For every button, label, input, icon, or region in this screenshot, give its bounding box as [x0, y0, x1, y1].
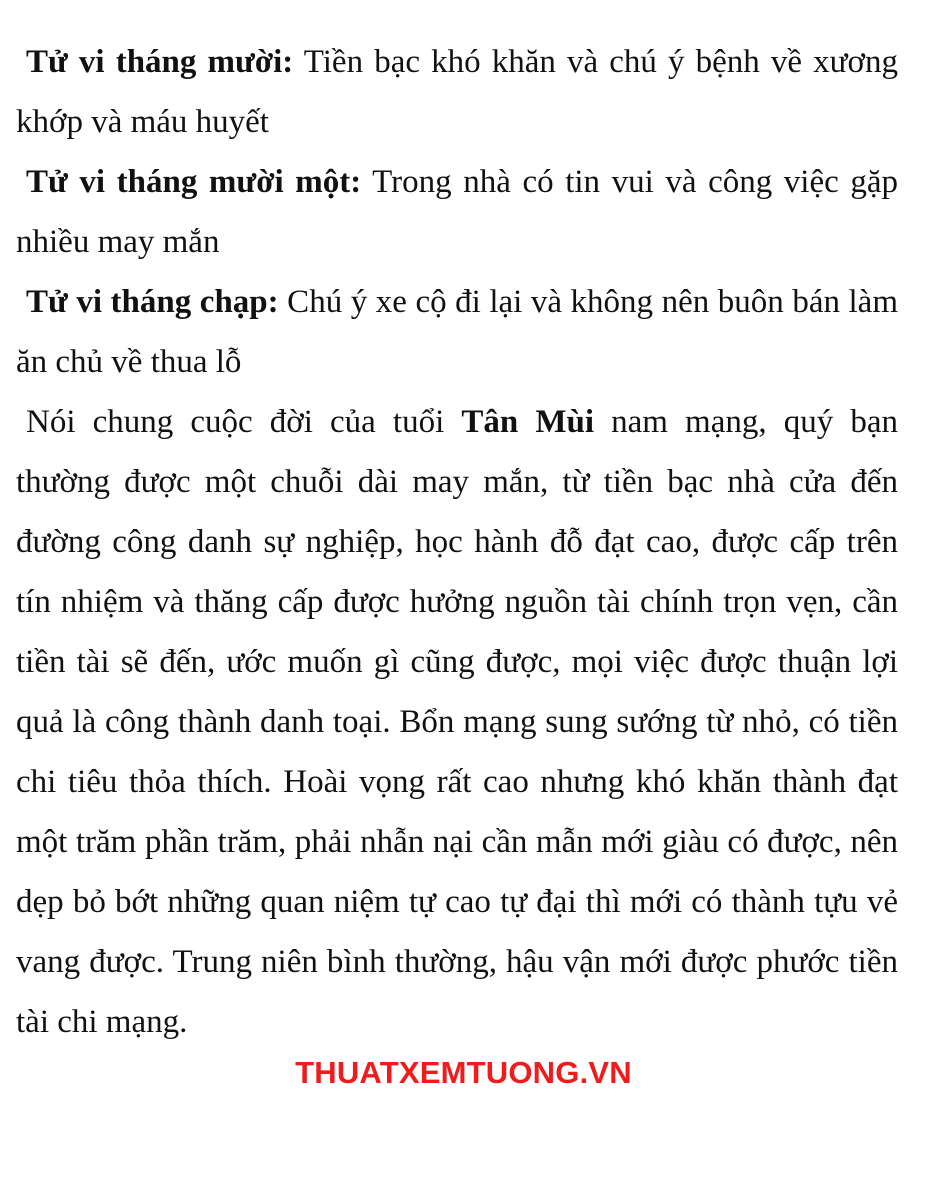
- paragraph-month-10: [16, 32, 898, 152]
- summary-text-before: Nói chung cuộc đời của tuổi: [26, 404, 462, 440]
- paragraph-month-11: [16, 152, 898, 272]
- paragraph-heading: Tử vi tháng chạp:: [26, 284, 279, 320]
- document-body: [16, 32, 898, 1052]
- paragraph-heading: Tử vi tháng mười:: [26, 44, 294, 80]
- paragraph-month-12: [16, 272, 898, 392]
- paragraph-text: Chú ý xe cộ đi lại và không nên buôn bán làm ăn chủ về thua lỗ: [16, 284, 898, 380]
- summary-paragraph: [16, 392, 898, 1052]
- paragraph-text: Tiền bạc khó khăn và chú ý bệnh về xương khớp và máu huyết: [16, 44, 898, 140]
- paragraph-heading: Tử vi tháng mười một:: [26, 164, 362, 200]
- paragraph-text: Trong nhà có tin vui và công việc gặp nhiều may mắn: [16, 164, 898, 260]
- summary-emphasis: Tân Mùi: [461, 404, 595, 440]
- summary-text-after: nam mạng, quý bạn thường được một chuỗi dài may mắn, từ tiền bạc nhà cửa đến đường công danh sự nghiệp, học hành đỗ đạt cao, được cấp trên tín nhiệm và thăng cấp được hưởng nguồn tài chính trọn vẹn, cần tiền tài sẽ đến, ước muốn gì cũng được, mọi việc được thuận lợi quả là công thành danh toại. Bổn mạng sung sướng từ nhỏ, có tiền chi tiêu thỏa thích. Hoài vọng rất cao nhưng khó khăn thành đạt một trăm phần trăm, phải nhẫn nại cần mẫn mới giàu có được, nên dẹp bỏ bớt những quan niệm tự cao tự đại thì mới có thành tựu vẻ vang được. Trung niên bình thường, hậu vận mới được phước tiền tài chi mạng.: [16, 404, 898, 1040]
- site-watermark: THUATXEMTUONG.VN: [295, 1055, 632, 1090]
